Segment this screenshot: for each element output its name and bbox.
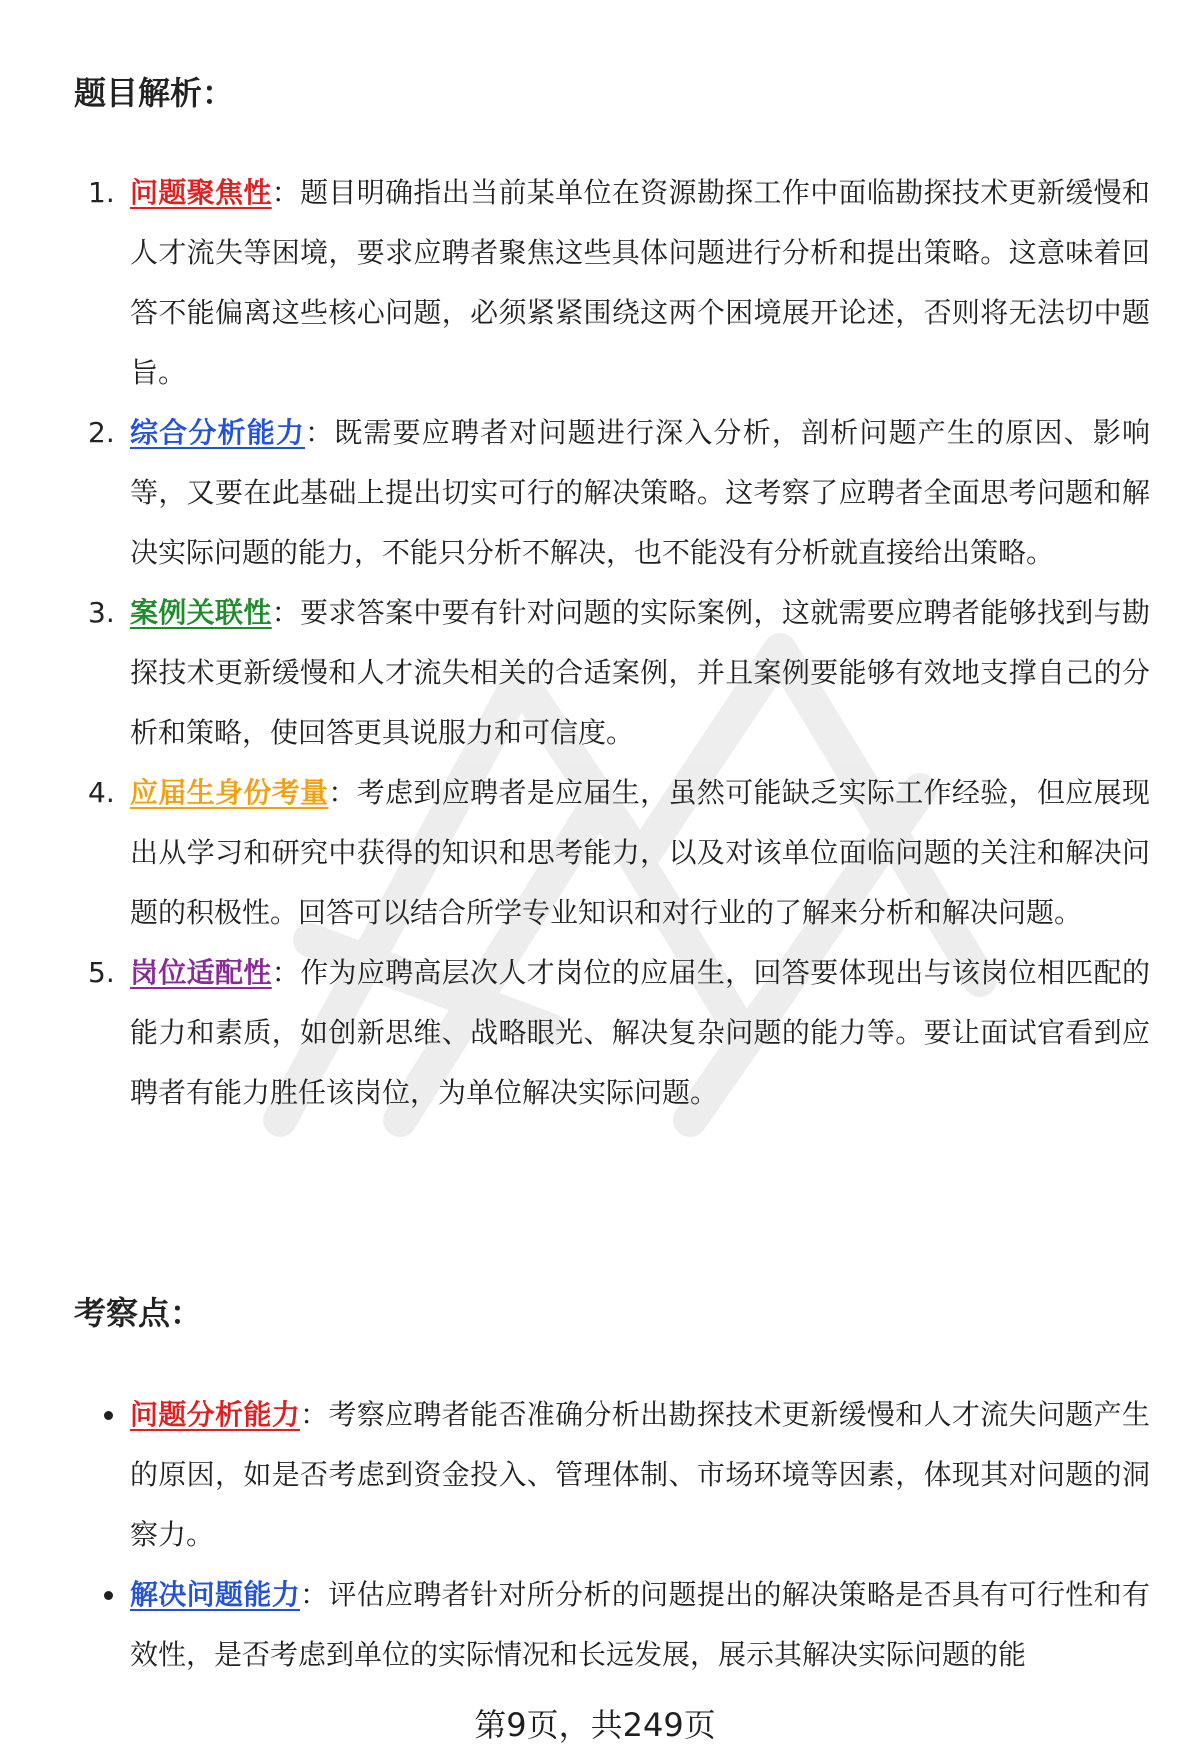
- item-text: 评估应聘者针对所分析的问题提出的解决策略是否具有可行性和有效性，是否考虑到单位的实际情况和长远发展，展示其解决实际问题的能: [130, 1578, 1150, 1671]
- item-term: 问题分析能力: [130, 1398, 301, 1431]
- page-number: 第9页，共249页: [474, 1706, 716, 1744]
- list-item: [74, 943, 1150, 1123]
- item-number: 2.: [88, 416, 115, 449]
- item-text: 题目明确指出当前某单位在资源勘探工作中面临勘探技术更新缓慢和人才流失等困境，要求应聘者聚焦这些具体问题进行分析和提出策略。这意味着回答不能偏离这些核心问题，必须紧紧围绕这两个困境展开论述，否则将无法切中题旨。: [130, 176, 1150, 389]
- item-text: 要求答案中要有针对问题的实际案例，这就需要应聘者能够找到与勘探技术更新缓慢和人才流失相关的合适案例，并且案例要能够有效地支撑自己的分析和策略，使回答更具说服力和可信度。: [130, 596, 1150, 749]
- item-number: 3.: [88, 596, 115, 629]
- checkpoint-list: [74, 1385, 1150, 1685]
- list-item: [74, 163, 1150, 403]
- bullet-icon: [104, 1411, 113, 1420]
- item-number: 5.: [88, 956, 115, 989]
- section-title-checkpoints: 考察点：: [74, 1294, 203, 1332]
- item-term: 问题聚焦性: [130, 176, 272, 209]
- item-separator: ：: [271, 176, 301, 209]
- item-term: 案例关联性: [130, 596, 272, 629]
- section-title-analysis: 题目解析：: [74, 74, 235, 112]
- item-text: 考察应聘者能否准确分析出勘探技术更新缓慢和人才流失问题产生的原因，如是否考虑到资金投入、管理体制、市场环境等因素，体现其对问题的洞察力。: [130, 1398, 1150, 1551]
- item-term: 解决问题能力: [130, 1578, 301, 1611]
- list-item: [74, 583, 1150, 763]
- item-separator: ：: [328, 776, 357, 809]
- item-separator: ：: [271, 956, 301, 989]
- list-item: [74, 403, 1150, 583]
- item-separator: ：: [300, 1398, 329, 1431]
- item-number: 4.: [88, 776, 115, 809]
- analysis-list: [74, 163, 1150, 1123]
- item-text: 既需要应聘者对问题进行深入分析，剖析问题产生的原因、影响等，又要在此基础上提出切实可行的解决策略。这考察了应聘者全面思考问题和解决实际问题的能力，不能只分析不解决，也不能没有分析就直接给出策略。: [130, 416, 1150, 569]
- item-number: 1.: [88, 176, 115, 209]
- item-separator: ：: [271, 596, 301, 629]
- list-item: [74, 1565, 1150, 1685]
- list-item: [74, 763, 1150, 943]
- item-separator: ：: [305, 416, 335, 449]
- item-term: 应届生身份考量: [130, 776, 329, 809]
- item-text: 考虑到应聘者是应届生，虽然可能缺乏实际工作经验，但应展现出从学习和研究中获得的知识和思考能力，以及对该单位面临问题的关注和解决问题的积极性。回答可以结合所学专业知识和对行业的了解来分析和解决问题。: [130, 776, 1150, 929]
- item-separator: ：: [300, 1578, 329, 1611]
- item-term: 综合分析能力: [130, 416, 306, 449]
- item-text: 作为应聘高层次人才岗位的应届生，回答要体现出与该岗位相匹配的能力和素质，如创新思维、战略眼光、解决复杂问题的能力等。要让面试官看到应聘者有能力胜任该岗位，为单位解决实际问题。: [130, 956, 1150, 1109]
- bullet-icon: [104, 1591, 113, 1600]
- list-item: [74, 1385, 1150, 1565]
- item-term: 岗位适配性: [130, 956, 272, 989]
